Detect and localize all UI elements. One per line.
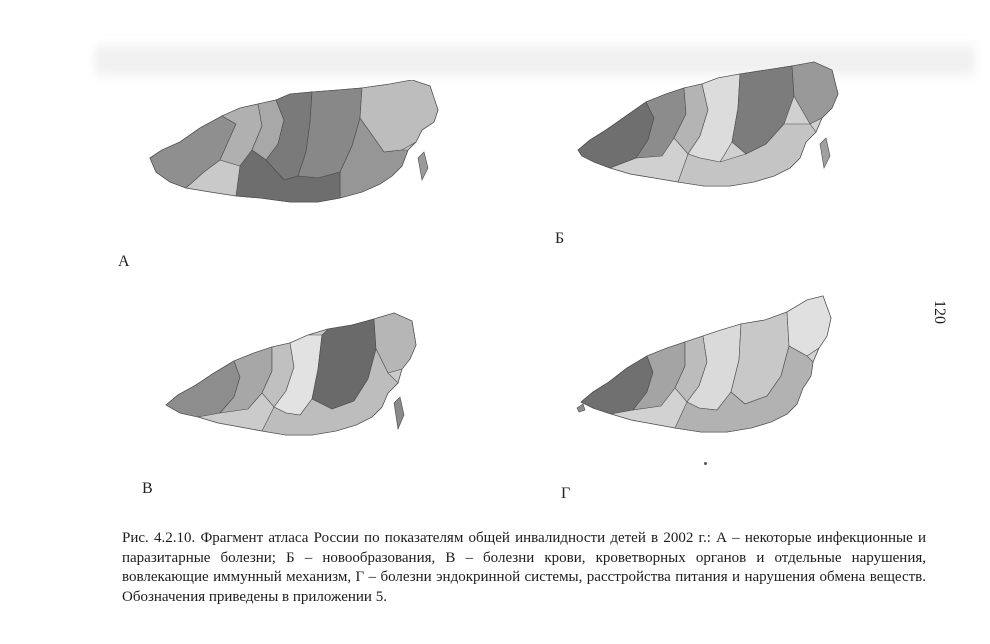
map-v — [160, 305, 420, 445]
map-label-b: Б — [555, 230, 565, 247]
sakhalin — [820, 138, 830, 168]
sakhalin — [394, 397, 404, 429]
map-b — [570, 58, 840, 198]
russia-map-g — [575, 290, 835, 450]
map-g — [575, 290, 835, 450]
russia-map-b — [570, 58, 840, 198]
region-kaliningrad — [577, 404, 585, 412]
map-label-a: А — [118, 253, 130, 270]
map-a — [140, 80, 440, 210]
page-number: 120 — [931, 300, 948, 324]
map-label-g: Г — [561, 485, 571, 502]
region-far-east — [787, 296, 831, 356]
figure-caption: Рис. 4.2.10. Фрагмент атласа России по показателям общей инвалидности детей в 2002 г.: А – некоторые инфекционные и паразитарные болезни; Б – новообразования, В – болезни крови, кроветворных органов и отдельные нарушения, вовлекающие иммунный механизм, Г – болезни эндокринной системы, расстройства питания и нарушения обмена веществ. Обозначения приведены в приложении 5. — [122, 530, 926, 605]
russia-map-a — [140, 80, 440, 210]
russia-map-v — [160, 305, 420, 445]
sakhalin — [418, 152, 428, 180]
map-label-v: В — [142, 480, 153, 497]
bleed-through-band — [95, 40, 975, 82]
speck — [704, 462, 707, 465]
